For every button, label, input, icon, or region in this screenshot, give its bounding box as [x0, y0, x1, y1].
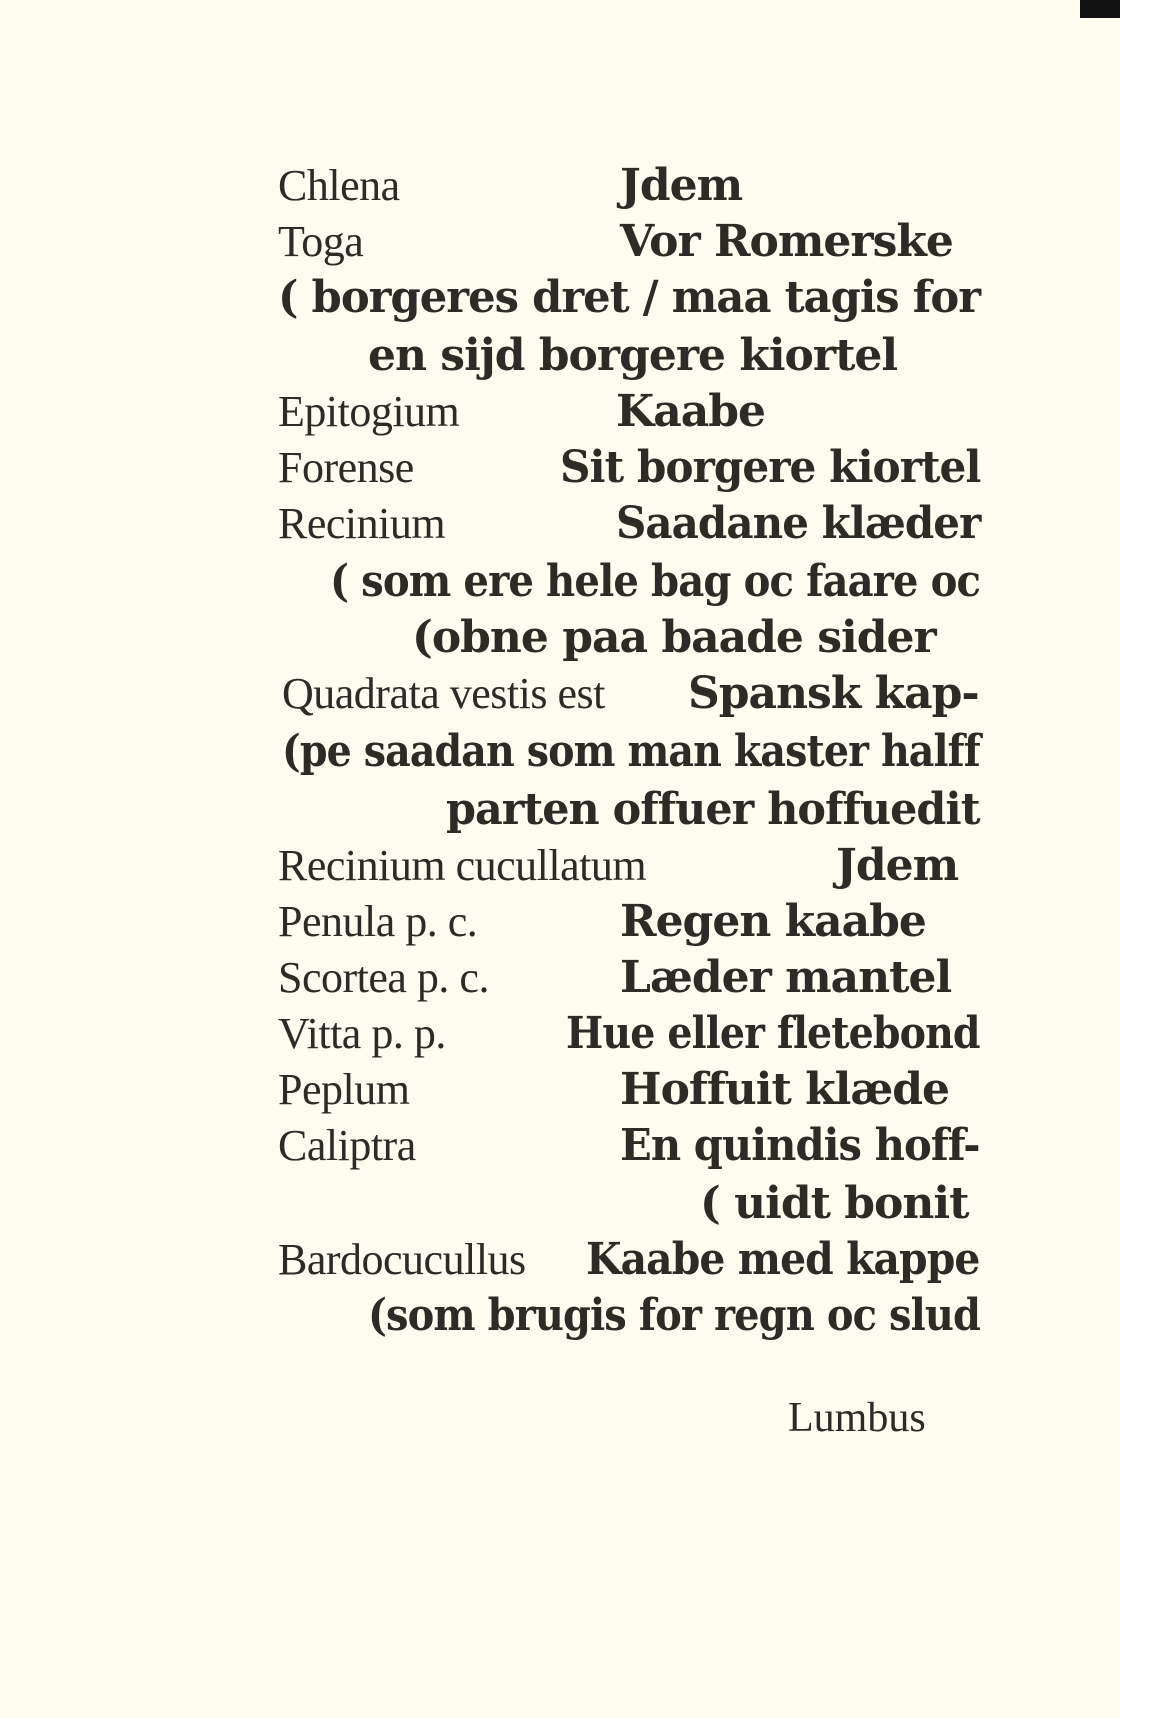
- latin-term: Vitta p. p.: [278, 1009, 446, 1058]
- danish-gloss: Kaabe med kappe: [586, 1234, 980, 1285]
- latin-term: Quadrata vestis est: [282, 669, 605, 718]
- gloss-continuation: (obne paa baade sider: [412, 612, 936, 663]
- danish-gloss: Jdem: [620, 160, 743, 211]
- gloss-continuation: parten offuer hoffuedit: [446, 784, 980, 835]
- latin-term: Recinium cucullatum: [278, 841, 647, 890]
- scan-edge-mark: [1080, 0, 1120, 18]
- gloss-continuation: (som brugis for regn oc slud: [368, 1290, 981, 1341]
- danish-gloss: En quindis hoff-: [620, 1120, 980, 1171]
- catchword: Lumbus: [788, 1395, 926, 1441]
- latin-term: Toga: [278, 217, 364, 266]
- latin-term: Scortea p. c.: [278, 953, 489, 1002]
- latin-term: Penula p. c.: [278, 897, 478, 946]
- gloss-continuation: (pe saadan som man kaster halff: [282, 726, 980, 777]
- gloss-continuation: ( som ere hele bag oc faare oc: [330, 556, 981, 607]
- danish-gloss: Sit borgere kiortel: [560, 442, 981, 493]
- danish-gloss: Læder mantel: [620, 952, 952, 1003]
- latin-term: Bardocucullus: [278, 1235, 526, 1284]
- gloss-continuation: ( borgeres dret / maa tagis for: [278, 272, 981, 323]
- danish-gloss: Vor Romerske: [620, 216, 953, 267]
- latin-term: Caliptra: [278, 1121, 416, 1170]
- latin-term: Chlena: [278, 161, 400, 210]
- danish-gloss: Spansk kap-: [688, 668, 979, 719]
- danish-gloss: Saadane klæder: [616, 498, 981, 549]
- gloss-continuation: en sijd borgere kiortel: [368, 330, 898, 381]
- gloss-continuation: ( uidt bonit: [700, 1178, 969, 1229]
- latin-term: Peplum: [278, 1065, 410, 1114]
- latin-term: Epitogium: [278, 387, 460, 436]
- latin-term: Recinium: [278, 499, 446, 548]
- latin-term: Forense: [278, 443, 414, 492]
- danish-gloss: Kaabe: [616, 386, 766, 437]
- danish-gloss: Regen kaabe: [620, 896, 926, 947]
- danish-gloss: Hue eller fletebond: [566, 1008, 980, 1059]
- danish-gloss: Jdem: [836, 840, 959, 891]
- danish-gloss: Hoffuit klæde: [620, 1064, 949, 1115]
